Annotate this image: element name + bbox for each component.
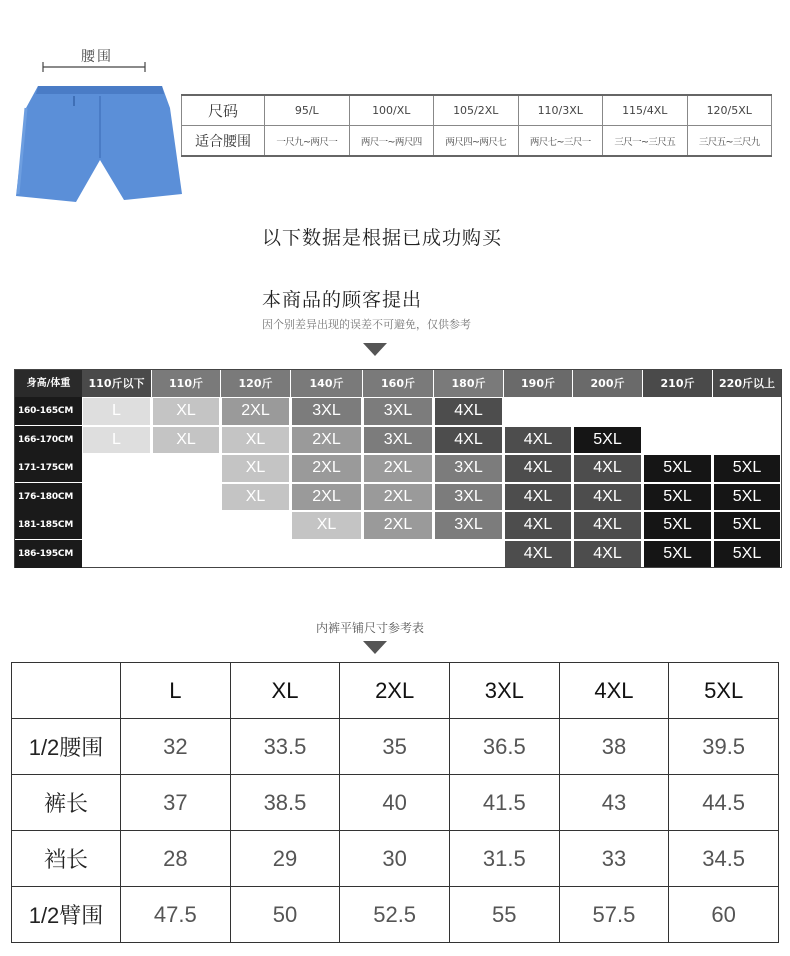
measure-cell: 52.5 <box>340 887 450 943</box>
measure-row <box>12 887 779 943</box>
measure-header-cell: L <box>121 663 231 719</box>
measure-cell: 41.5 <box>449 775 559 831</box>
note-line-2: 本商品的顾客提出 <box>262 289 423 311</box>
grid-height-label: 186-195CM <box>15 540 82 568</box>
measure-cell: 31.5 <box>449 831 559 887</box>
grid-size-cell: 4XL <box>505 541 571 568</box>
measure-row-label: 裆长 <box>12 831 121 887</box>
size-table-cell: 100/XL <box>349 95 434 126</box>
measure-row-label: 1/2臂围 <box>12 887 121 943</box>
measure-cell: 35 <box>340 719 450 775</box>
grid-size-cell: 3XL <box>364 427 432 454</box>
grid-size-cell: XL <box>222 484 289 511</box>
measure-cell: 33 <box>559 831 669 887</box>
grid-weight-header: 200斤 <box>573 370 642 397</box>
measure-cell: 55 <box>449 887 559 943</box>
grid-size-cell: 5XL <box>714 455 780 482</box>
grid-size-cell: 4XL <box>574 541 641 568</box>
measure-cell: 32 <box>121 719 231 775</box>
grid-weight-header: 210斤 <box>643 370 712 397</box>
measure-header-cell: 3XL <box>449 663 559 719</box>
measure-cell: 37 <box>121 775 231 831</box>
waist-label: 腰围 <box>81 49 113 65</box>
grid-weight-header: 180斤 <box>434 370 503 397</box>
grid-weight-header: 110斤以下 <box>82 370 151 397</box>
grid-size-cell: 2XL <box>292 455 361 482</box>
size-table-row <box>182 95 772 126</box>
grid-size-cell: 4XL <box>574 512 641 539</box>
grid-size-cell: 5XL <box>644 512 711 539</box>
grid-size-cell: 5XL <box>644 541 711 568</box>
measure-row-label: 1/2腰围 <box>12 719 121 775</box>
size-table-cell: 一尺九~两尺一 <box>265 126 350 157</box>
measure-cell: 50 <box>230 887 340 943</box>
down-arrow-icon <box>363 641 387 654</box>
grid-size-cell: 4XL <box>435 427 502 454</box>
measure-corner-cell <box>12 663 121 719</box>
grid-size-cell: 5XL <box>574 427 641 454</box>
grid-size-cell: 2XL <box>292 427 361 454</box>
measure-caption: 内裤平铺尺寸参考表 <box>316 621 425 635</box>
grid-size-cell: 4XL <box>435 398 502 425</box>
measure-row <box>12 719 779 775</box>
grid-height-label: 166-170CM <box>15 426 82 454</box>
grid-weight-header: 190斤 <box>504 370 572 397</box>
grid-size-cell: 2XL <box>292 484 361 511</box>
grid-size-cell: 4XL <box>505 455 571 482</box>
size-table-cell: 110/3XL <box>518 95 603 126</box>
measure-header-cell: 2XL <box>340 663 450 719</box>
grid-height-label: 181-185CM <box>15 511 82 539</box>
measure-cell: 36.5 <box>449 719 559 775</box>
grid-size-cell: 5XL <box>714 541 780 568</box>
grid-size-cell: 3XL <box>435 512 502 539</box>
note-disclaimer: 因个别差异出现的误差不可避免，仅供参考 <box>262 318 471 331</box>
measure-cell: 60 <box>669 887 779 943</box>
grid-weight-header: 140斤 <box>291 370 362 397</box>
grid-weight-header: 220斤以上 <box>713 370 781 397</box>
grid-size-cell: XL <box>153 398 219 425</box>
measure-header-cell: XL <box>230 663 340 719</box>
size-table-cell: 两尺七~三尺一 <box>518 126 603 157</box>
size-table-cell: 适合腰围 <box>182 126 265 157</box>
height-weight-size-chart <box>14 369 782 568</box>
grid-size-cell: 4XL <box>505 427 571 454</box>
grid-weight-header: 160斤 <box>363 370 433 397</box>
note-line-1: 以下数据是根据已成功购买 <box>262 227 503 249</box>
measurement-table <box>11 662 779 943</box>
grid-size-cell: 5XL <box>644 455 711 482</box>
size-table-cell: 尺码 <box>182 95 265 126</box>
measure-cell: 30 <box>340 831 450 887</box>
grid-size-cell: 3XL <box>364 398 432 425</box>
measure-cell: 40 <box>340 775 450 831</box>
measure-cell: 29 <box>230 831 340 887</box>
measure-cell: 28 <box>121 831 231 887</box>
measure-cell: 57.5 <box>559 887 669 943</box>
grid-weight-header: 120斤 <box>221 370 290 397</box>
grid-size-cell: 2XL <box>364 512 432 539</box>
measure-header-cell: 4XL <box>559 663 669 719</box>
waist-measure-arrow <box>42 62 146 72</box>
size-table-cell: 95/L <box>265 95 350 126</box>
size-table-cell: 两尺一~两尺四 <box>349 126 434 157</box>
grid-corner-header: 身高/体重 <box>15 370 82 397</box>
measure-cell: 38 <box>559 719 669 775</box>
size-table-cell: 115/4XL <box>603 95 688 126</box>
grid-size-cell: 3XL <box>435 455 502 482</box>
grid-size-cell: 4XL <box>574 455 641 482</box>
measure-row-label: 裤长 <box>12 775 121 831</box>
grid-height-label: 176-180CM <box>15 483 82 511</box>
grid-size-cell: 4XL <box>505 484 571 511</box>
shorts-image <box>14 82 182 214</box>
grid-size-cell: XL <box>222 427 289 454</box>
grid-size-cell: L <box>83 398 150 425</box>
grid-size-cell: 5XL <box>714 512 780 539</box>
measure-header-cell: 5XL <box>669 663 779 719</box>
measure-cell: 33.5 <box>230 719 340 775</box>
measure-row <box>12 831 779 887</box>
grid-size-cell: XL <box>153 427 219 454</box>
grid-size-cell: 5XL <box>644 484 711 511</box>
grid-size-cell: 5XL <box>714 484 780 511</box>
measure-cell: 47.5 <box>121 887 231 943</box>
size-table-cell: 三尺一~三尺五 <box>603 126 688 157</box>
measure-cell: 38.5 <box>230 775 340 831</box>
grid-height-label: 160-165CM <box>15 397 82 425</box>
size-table-row <box>182 126 772 157</box>
grid-size-cell: 4XL <box>505 512 571 539</box>
measure-header-row <box>12 663 779 719</box>
grid-size-cell: L <box>83 427 150 454</box>
grid-size-cell: 2XL <box>222 398 289 425</box>
grid-size-cell: 2XL <box>364 484 432 511</box>
grid-size-cell: 4XL <box>574 484 641 511</box>
size-table-cell: 三尺五~三尺九 <box>687 126 772 157</box>
size-table-cell: 105/2XL <box>434 95 519 126</box>
grid-size-cell: 3XL <box>435 484 502 511</box>
measure-cell: 44.5 <box>669 775 779 831</box>
size-table-cell: 两尺四~两尺七 <box>434 126 519 157</box>
grid-size-cell: 3XL <box>292 398 361 425</box>
grid-weight-header: 110斤 <box>152 370 220 397</box>
measure-cell: 39.5 <box>669 719 779 775</box>
grid-size-cell: XL <box>292 512 361 539</box>
size-table <box>181 94 772 157</box>
measure-cell: 43 <box>559 775 669 831</box>
down-arrow-icon <box>363 343 387 356</box>
grid-size-cell: 2XL <box>364 455 432 482</box>
size-table-cell: 120/5XL <box>687 95 772 126</box>
measure-cell: 34.5 <box>669 831 779 887</box>
grid-height-label: 171-175CM <box>15 454 82 482</box>
grid-size-cell: XL <box>222 455 289 482</box>
measure-row <box>12 775 779 831</box>
